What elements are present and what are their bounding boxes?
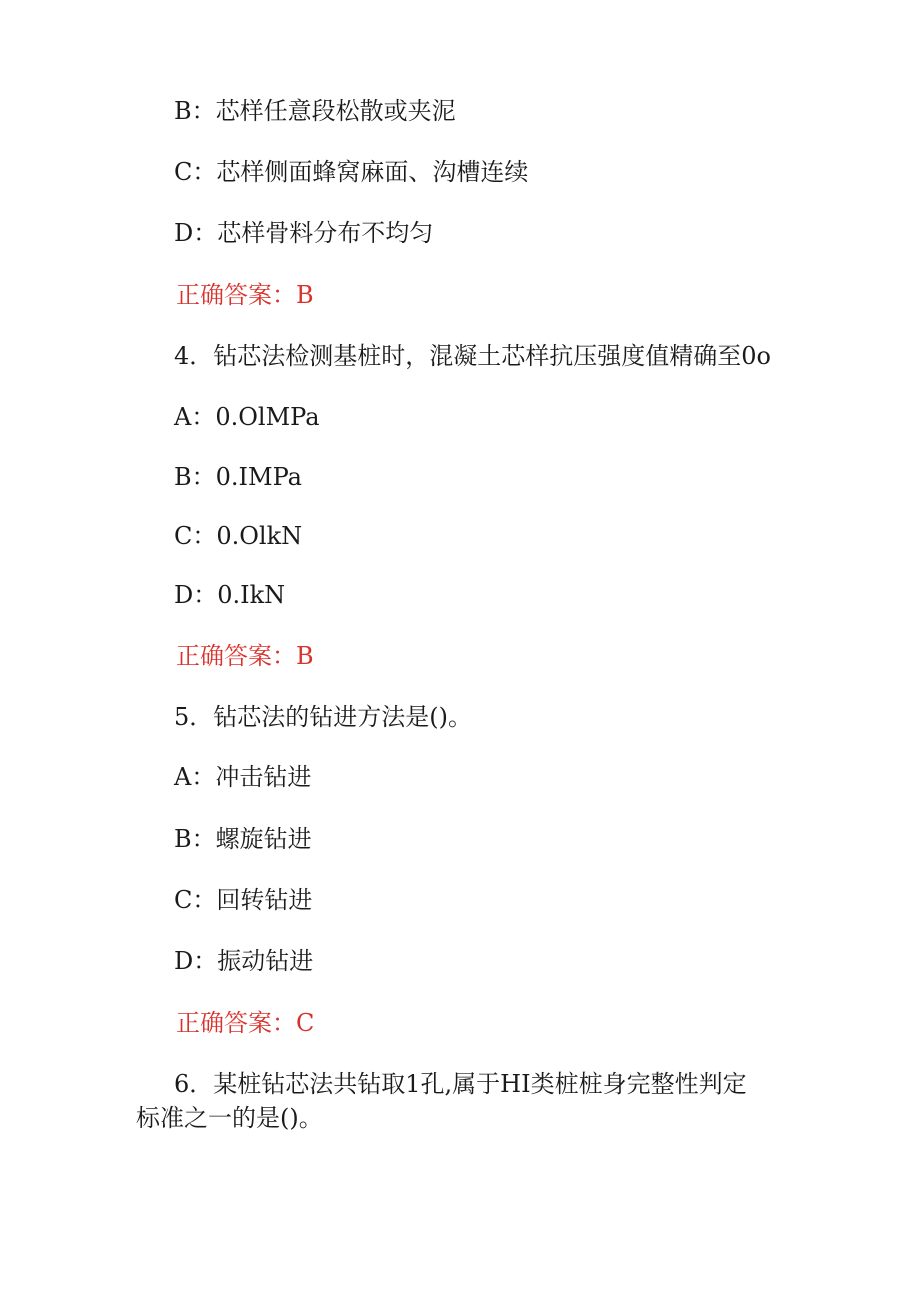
- q5-option-d: D：振动钻进: [174, 947, 314, 975]
- q5-answer: 正确答案：C: [176, 1009, 315, 1037]
- q4-option-b: B：0.IMPa: [174, 463, 302, 491]
- q6-question-line2: 标准之一的是()。: [136, 1104, 323, 1132]
- q3-option-c: C：芯样侧面蜂窝麻面、沟槽连续: [174, 158, 529, 186]
- q5-question: 5．钻芯法的钻进方法是()。: [174, 703, 472, 731]
- q6-question-line1: 6．某桩钻芯法共钻取1孔,属于HI类桩桩身完整性判定: [174, 1070, 747, 1098]
- q4-answer: 正确答案：B: [176, 642, 314, 670]
- q3-option-b: B：芯样任意段松散或夹泥: [174, 97, 456, 125]
- q3-answer: 正确答案：B: [176, 281, 314, 309]
- q5-option-c: C：回转钻进: [174, 886, 313, 914]
- q4-option-a: A：0.OlMPa: [174, 403, 320, 431]
- q5-option-b: B：螺旋钻进: [174, 825, 312, 853]
- q4-option-c: C：0.OlkN: [174, 522, 303, 550]
- q4-question: 4．钻芯法检测基桩时，混凝土芯样抗压强度值精确至0o: [174, 342, 771, 370]
- q4-option-d: D：0.IkN: [174, 581, 286, 609]
- q5-option-a: A：冲击钻进: [174, 763, 312, 791]
- q3-option-d: D：芯样骨料分布不均匀: [174, 219, 434, 247]
